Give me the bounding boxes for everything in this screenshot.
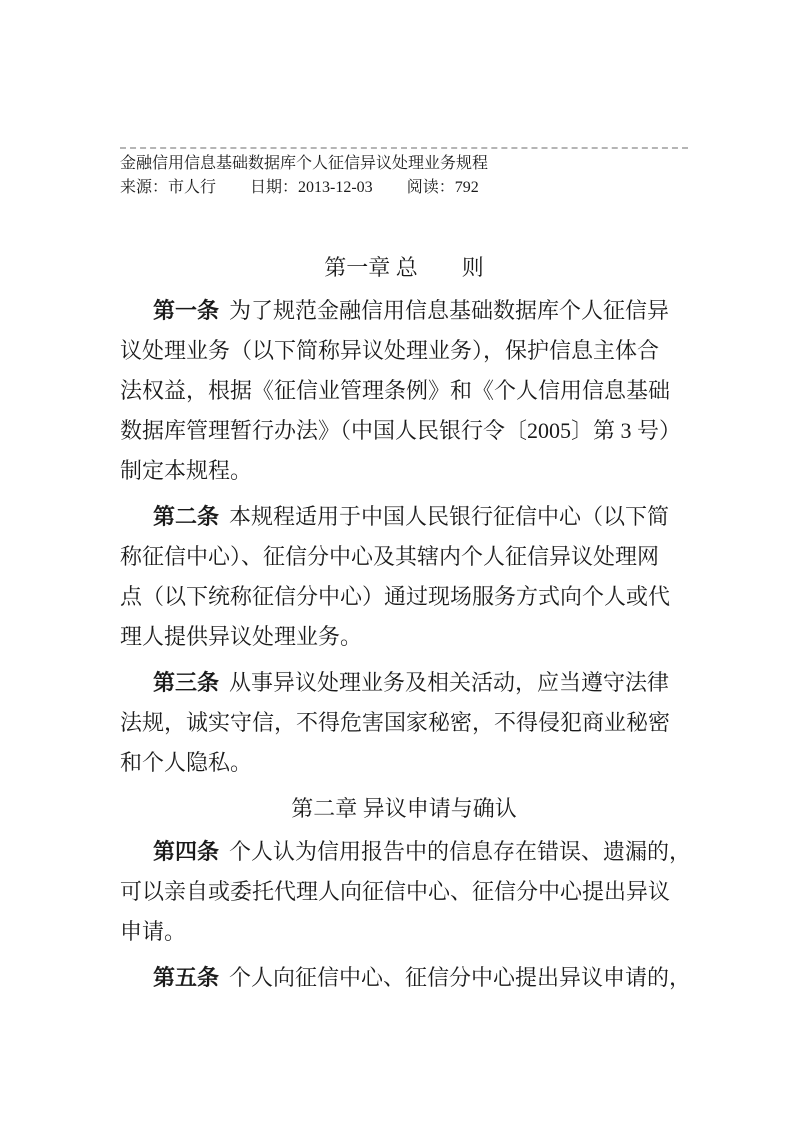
article-paragraph	[120, 958, 692, 998]
article-line: 法规，诚实守信，不得危害国家秘密，不得侵犯商业秘密	[120, 710, 671, 735]
article-line: 法权益，根据《征信业管理条例》和《个人信用信息基础	[120, 378, 671, 403]
article-paragraph	[120, 832, 692, 952]
article-paragraph	[120, 663, 688, 783]
meta-date: 日期：2013-12-03	[250, 179, 373, 196]
article-paragraph	[120, 291, 688, 491]
article-text: 本规程适用于中国人民银行征信中心（以下简	[229, 504, 670, 529]
article-line: 称征信中心）、征信分中心及其辖内个人征信异议处理网	[120, 544, 660, 569]
article-number: 第五条	[153, 965, 220, 990]
document-meta	[120, 176, 688, 200]
article-line	[120, 832, 692, 872]
article-line: 数据库管理暂行办法》（中国人民银行令〔2005〕第 3 号）	[120, 418, 682, 443]
article-paragraph	[120, 497, 688, 657]
article-line	[120, 497, 688, 537]
document-title: 金融信用信息基础数据库个人征信异议处理业务规程	[120, 155, 489, 172]
article-text: 从事异议处理业务及相关活动，应当遵守法律	[229, 670, 670, 695]
article-number: 第二条	[153, 504, 220, 529]
article-line: 和个人隐私。	[120, 750, 253, 775]
document-content	[120, 147, 692, 1004]
article-number: 第三条	[153, 670, 220, 695]
article-line: 可以亲自或委托代理人向征信中心、征信分中心提出异议	[120, 879, 671, 904]
article-text: 为了规范金融信用信息基础数据库个人征信异	[229, 298, 670, 323]
article-text: 个人认为信用报告中的信息存在错误、遗漏的，	[229, 839, 692, 864]
article-text: 个人向征信中心、征信分中心提出异议申请的，	[229, 965, 692, 990]
article-line	[120, 291, 688, 331]
meta-source: 来源：市人行	[120, 179, 217, 196]
chapter-heading: 第一章 总 则	[324, 255, 484, 280]
meta-read-count: 阅读：792	[406, 179, 479, 196]
article-line: 理人提供异议处理业务。	[120, 624, 363, 649]
article-line	[120, 958, 692, 998]
article-line: 制定本规程。	[120, 458, 253, 483]
article-line: 点（以下统称征信分中心）通过现场服务方式向个人或代	[120, 584, 671, 609]
article-line: 申请。	[120, 919, 187, 944]
document-body	[120, 248, 692, 998]
article-number: 第四条	[153, 839, 220, 864]
article-number: 第一条	[153, 298, 220, 323]
chapter-heading: 第二章 异议申请与确认	[291, 796, 517, 821]
header-divider	[120, 147, 688, 149]
article-line	[120, 663, 688, 703]
article-line: 议处理业务（以下简称异议处理业务），保护信息主体合	[120, 338, 660, 363]
